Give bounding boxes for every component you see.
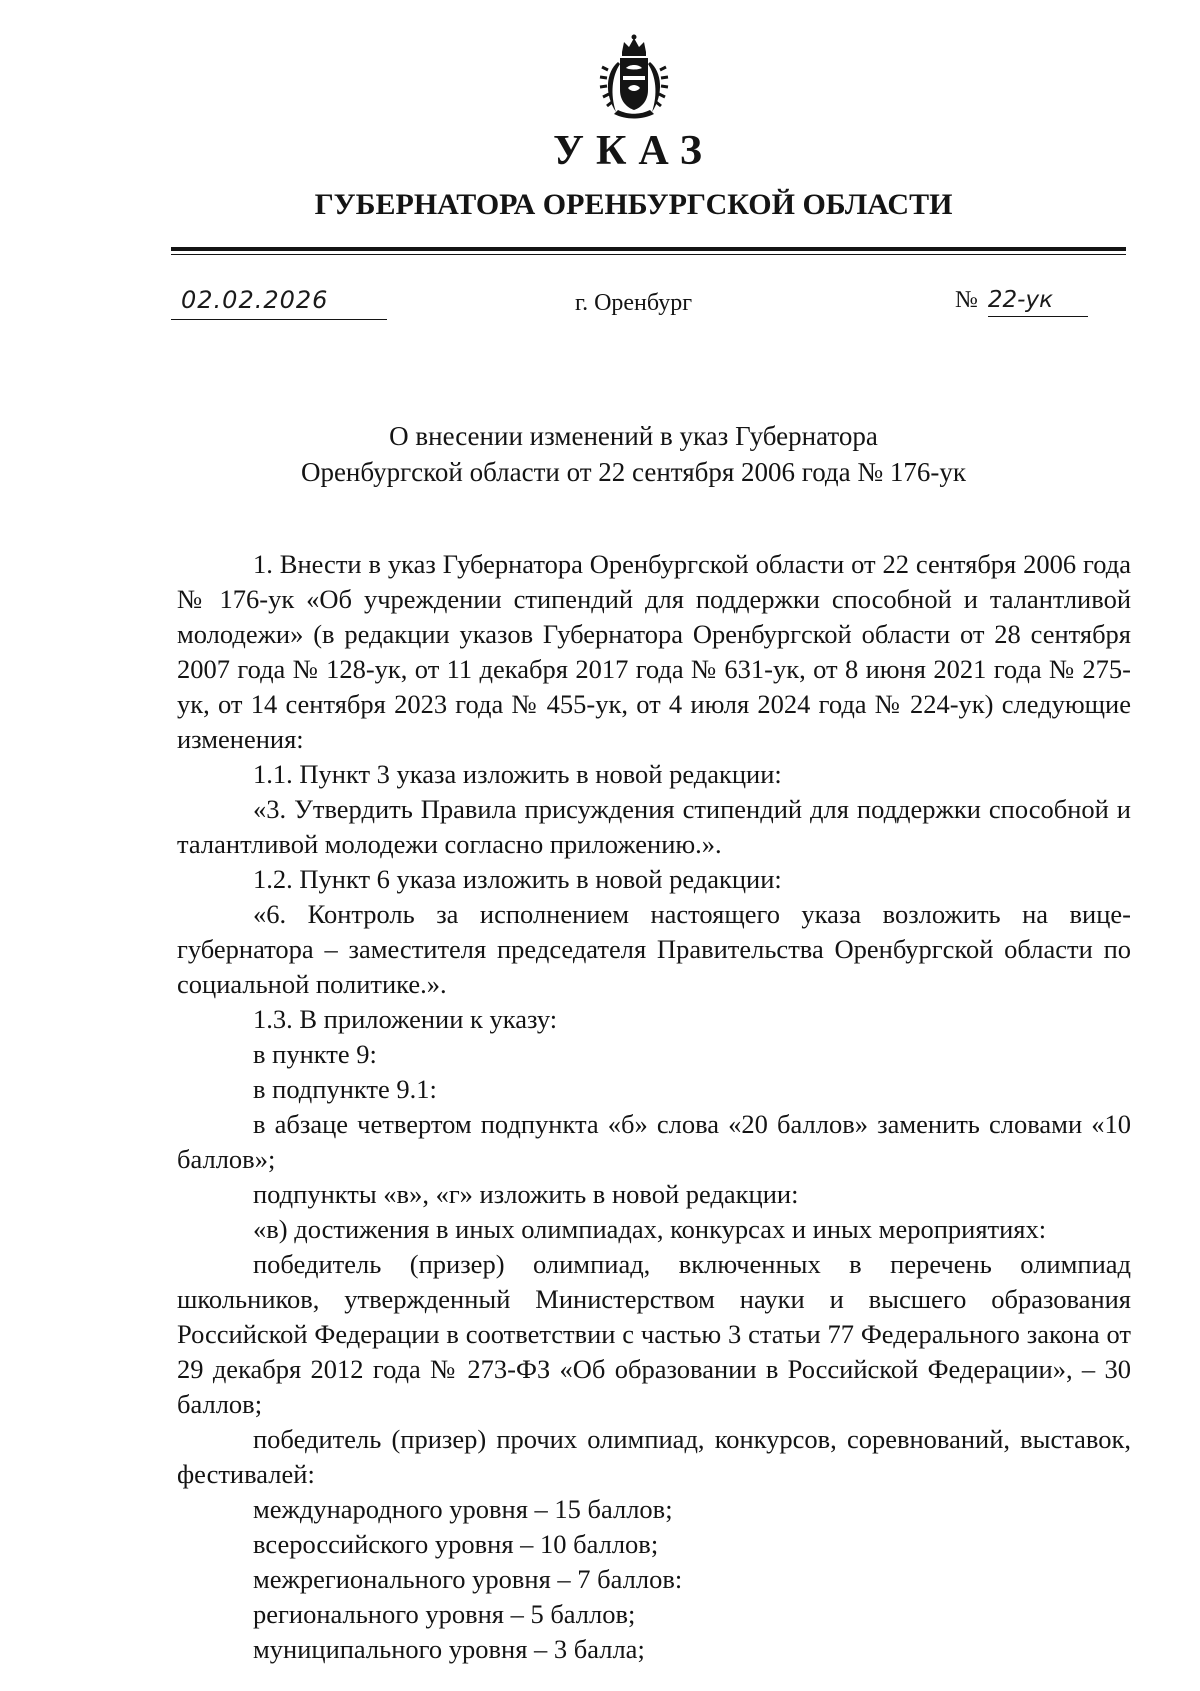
header-rule-thick	[171, 247, 1126, 251]
document-type-title: УКАЗ	[553, 128, 714, 174]
body-paragraph: в пункте 9:	[253, 1039, 377, 1069]
header-rule-thin	[171, 254, 1126, 255]
document-number-label: №	[955, 287, 978, 313]
document-body	[177, 547, 1131, 1667]
body-paragraph: подпункты «в», «г» изложить в новой редакции:	[253, 1179, 799, 1209]
body-paragraph: регионального уровня – 5 баллов;	[253, 1599, 636, 1629]
subject-line-2: Оренбургской области от 22 сентября 2006 года № 176-ук	[300, 457, 967, 487]
subject-line-1: О внесении изменений в указ Губернатора	[389, 421, 878, 451]
body-paragraph: 1.1. Пункт 3 указа изложить в новой редакции:	[253, 759, 782, 789]
document-city: г. Оренбург	[574, 290, 693, 316]
body-paragraph: 1. Внести в указ Губернатора Оренбургской области от 22 сентября 2006 года № 176-ук «Об учреждении стипендий для поддержки способной и талантливой молодежи» (в редакции указов Губернатора Оренбургской области от 28 сентября 2007 года № 128-ук, от 11 декабря 2017 года № 631-ук, от 8 июня 2021 года № 275-ук, от 14 сентября 2023 года № 455-ук, от 4 июля 2024 года № 224-ук) следующие изменения:	[177, 549, 1131, 754]
body-paragraph: «в) достижения в иных олимпиадах, конкурсах и иных мероприятиях:	[253, 1214, 1047, 1244]
body-paragraph: «6. Контроль за исполнением настоящего указа возложить на вице-губернатора – заместителя председателя Правительства Оренбургской области по социальной политике.».	[177, 899, 1131, 999]
body-paragraph: в абзаце четвертом подпункта «б» слова «20 баллов» заменить словами «10 баллов»;	[177, 1109, 1131, 1174]
body-paragraph: 1.2. Пункт 6 указа изложить в новой редакции:	[253, 864, 782, 894]
body-paragraph: «3. Утвердить Правила присуждения стипендий для поддержки способной и талантливой молодежи согласно приложению.».	[177, 794, 1131, 859]
body-paragraph: в подпункте 9.1:	[253, 1074, 437, 1104]
body-paragraph: муниципального уровня – 3 балла;	[253, 1634, 645, 1664]
body-paragraph: 1.3. В приложении к указу:	[253, 1004, 558, 1034]
document-number-value: 22-ук	[988, 284, 1088, 317]
document-number	[955, 284, 1088, 320]
document-author-title: ГУБЕРНАТОРА ОРЕНБУРГСКОЙ ОБЛАСТИ	[314, 188, 953, 221]
orenburg-coat-of-arms-icon	[598, 32, 670, 122]
body-paragraph: всероссийского уровня – 10 баллов;	[253, 1529, 659, 1559]
document-date: 02.02.2026	[171, 284, 387, 320]
body-paragraph: международного уровня – 15 баллов;	[253, 1494, 673, 1524]
body-paragraph: победитель (призер) прочих олимпиад, конкурсов, соревнований, выставок, фестивалей:	[177, 1424, 1131, 1489]
document-subject	[0, 418, 1200, 490]
body-paragraph: межрегионального уровня – 7 баллов:	[253, 1564, 683, 1594]
body-paragraph: победитель (призер) олимпиад, включенных в перечень олимпиад школьников, утвержденный Министерством науки и высшего образования Российской Федерации в соответствии с частью 3 статьи 77 Федерального закона от 29 декабря 2012 года № 273-ФЗ «Об образовании в Российской Федерации», – 30 баллов;	[177, 1249, 1131, 1419]
